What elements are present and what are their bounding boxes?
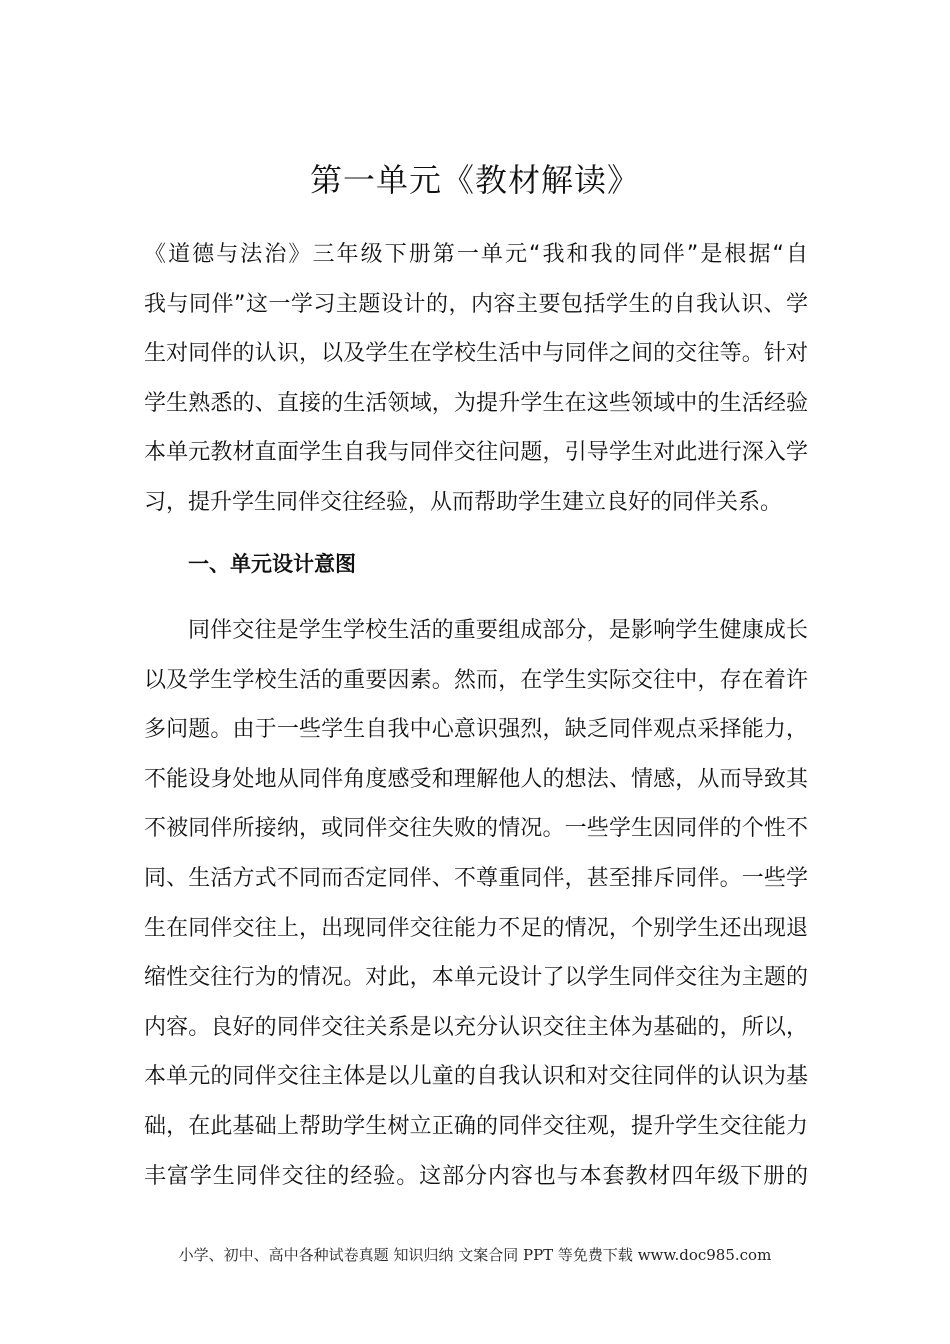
section-line: 同、生活方式不同而否定同伴、不尊重同伴，甚至排斥同伴。一些学 bbox=[144, 865, 808, 891]
section-line: 不能设身处地从同伴角度感受和理解他人的想法、情感，从而导致其 bbox=[144, 766, 808, 792]
page-footer: 小学、初中、高中各种试卷真题 知识归纳 文案合同 PPT 等免费下载 www.doc985.com bbox=[178, 1246, 772, 1264]
section-line: 多问题。由于一些学生自我中心意识强烈，缺乏同伴观点采择能力， bbox=[144, 717, 808, 743]
section-line: 本单元的同伴交往主体是以儿童的自我认识和对交往同伴的认识为基 bbox=[144, 1064, 808, 1090]
intro-paragraph bbox=[144, 230, 808, 528]
section-line: 不被同伴所接纳，或同伴交往失败的情况。一些学生因同伴的个性不 bbox=[144, 816, 808, 842]
intro-line: 本单元教材直面学生自我与同伴交往问题，引导学生对此进行深入学 bbox=[144, 440, 808, 466]
intro-line: 我与同伴”这一学习主题设计的，内容主要包括学生的自我认识、学 bbox=[144, 291, 808, 317]
intro-line: 《道德与法治》三年级下册第一单元“我和我的同伴”是根据“自 bbox=[144, 242, 808, 267]
intro-line: 习，提升学生同伴交往经验，从而帮助学生建立良好的同伴关系。 bbox=[144, 489, 783, 515]
section-line: 础，在此基础上帮助学生树立正确的同伴交往观，提升学生交往能力 bbox=[144, 1113, 808, 1139]
section-paragraph bbox=[144, 606, 808, 1201]
section-line: 内容。良好的同伴交往关系是以充分认识交往主体为基础的，所以， bbox=[144, 1014, 808, 1040]
section-line: 丰富学生同伴交往的经验。这部分内容也与本套教材四年级下册的 bbox=[144, 1163, 808, 1189]
intro-line: 生对同伴的认识，以及学生在学校生活中与同伴之间的交往等。针对 bbox=[144, 341, 808, 367]
section-line: 以及学生学校生活的重要因素。然而，在学生实际交往中，存在着许 bbox=[144, 667, 808, 693]
section-line: 缩性交往行为的情况。对此，本单元设计了以学生同伴交往为主题的 bbox=[144, 965, 808, 991]
section-line: 同伴交往是学生学校生活的重要组成部分，是影响学生健康成长 bbox=[188, 618, 808, 643]
intro-line: 学生熟悉的、直接的生活领域，为提升学生在这些领域中的生活经验 bbox=[144, 390, 808, 416]
document-title: 第一单元《教材解读》 bbox=[309, 161, 640, 199]
section-line: 生在同伴交往上，出现同伴交往能力不足的情况，个别学生还出现退 bbox=[144, 915, 808, 941]
section-heading: 一、单元设计意图 bbox=[188, 552, 356, 576]
